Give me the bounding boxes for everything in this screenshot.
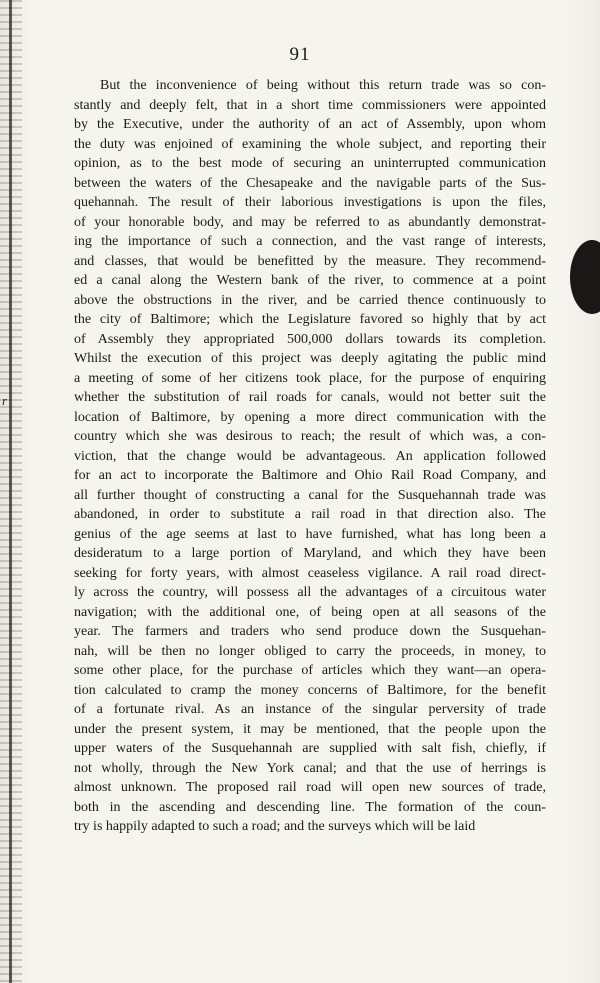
text-line: above the obstructions in the river, and be carried thence continuously to (74, 292, 546, 308)
text-line: try is happily adapted to such a road; and the surveys which will be laid (74, 819, 476, 834)
text-line: nah, will be then no longer obliged to carry the proceeds, in money, to (74, 643, 546, 659)
text-line: viction, that the change would be advantageous. An application followed (74, 448, 546, 464)
text-line: both in the ascending and descending line. The formation of the coun- (74, 799, 546, 815)
text-line: ing the importance of such a connection, and the vast range of interests, (74, 234, 546, 249)
text-line: abandoned, in order to substitute a rail road in that direction also. The (74, 507, 546, 522)
text-line: tion calculated to cramp the money concerns of Baltimore, for the benefit (74, 682, 546, 698)
text-line: location of Baltimore, by opening a more direct communication with the (74, 409, 546, 425)
text-line: But the inconvenience of being without this return trade was so con- (100, 78, 546, 93)
text-line: country which she was desirous to reach; the result of which was, a con- (74, 429, 546, 444)
text-line: stantly and deeply felt, that in a short time commissioners were appointed (74, 97, 546, 113)
text-line: of a fortunate rival. As an instance of the singular perversity of trade (74, 702, 546, 717)
text-line: for an act to incorporate the Baltimore and Ohio Rail Road Company, and (74, 468, 546, 483)
text-line: not wholly, through the New York canal; and that the use of herrings is (74, 760, 546, 776)
text-line: desideratum to a large portion of Maryland, and which they have been (74, 546, 546, 561)
page-binding-line (9, 0, 12, 983)
text-line: upper waters of the Susquehannah are supplied with salt fish, chiefly, if (74, 741, 546, 756)
text-line: and classes, that would be benefitted by the measure. They recommend- (74, 253, 546, 269)
text-line: Whilst the execution of this project was deeply agitating the public mind (74, 351, 546, 366)
ink-blot (570, 240, 600, 314)
text-line: opinion, as to the best mode of securing an uninterrupted communication (74, 156, 546, 171)
page-number: 91 (289, 44, 311, 65)
margin-mark: r (2, 393, 8, 408)
text-line: of Assembly they appropriated 500,000 dollars towards its completion. (74, 331, 546, 347)
text-line: whether the substitution of rail roads for canals, would not better suit the (74, 390, 546, 405)
text-line: of your honorable body, and may be referred to as abundantly demonstrat- (74, 214, 546, 230)
text-line: all further thought of constructing a canal for the Susquehannah trade was (74, 487, 546, 503)
text-line: genius of the age seems at last to have furnished, what has long been a (74, 526, 546, 542)
text-line: between the waters of the Chesapeake and the navigable parts of the Sus- (74, 175, 546, 191)
text-line: the city of Baltimore; which the Legislature favored so highly that by act (74, 312, 546, 327)
text-line: year. The farmers and traders who send produce down the Susquehan- (74, 624, 546, 639)
text-line: almost unknown. The proposed rail road will open new sources of trade, (74, 780, 546, 795)
body-text (74, 76, 546, 837)
text-line: ed a canal along the Western bank of the river, to commence at a point (74, 273, 546, 288)
text-line: by the Executive, under the authority of an act of Assembly, upon whom (74, 117, 546, 132)
text-line: under the present system, it may be mentioned, that the people upon the (74, 721, 546, 737)
text-line: seeking for forty years, with almost ceaseless vigilance. A rail road direct- (74, 565, 546, 581)
text-line: quehannah. The result of their laborious investigations is upon the files, (74, 195, 546, 210)
text-line: some other place, for the purchase of articles which they want—an opera- (74, 663, 546, 678)
text-line: a meeting of some of her citizens took place, for the purpose of enquiring (74, 370, 546, 386)
text-line: the duty was enjoined of examining the whole subject, and reporting their (74, 136, 546, 152)
text-line: ly across the country, will possess all the advantages of a circuitous water (74, 585, 546, 600)
text-line: navigation; with the additional one, of being open at all seasons of the (74, 604, 546, 620)
